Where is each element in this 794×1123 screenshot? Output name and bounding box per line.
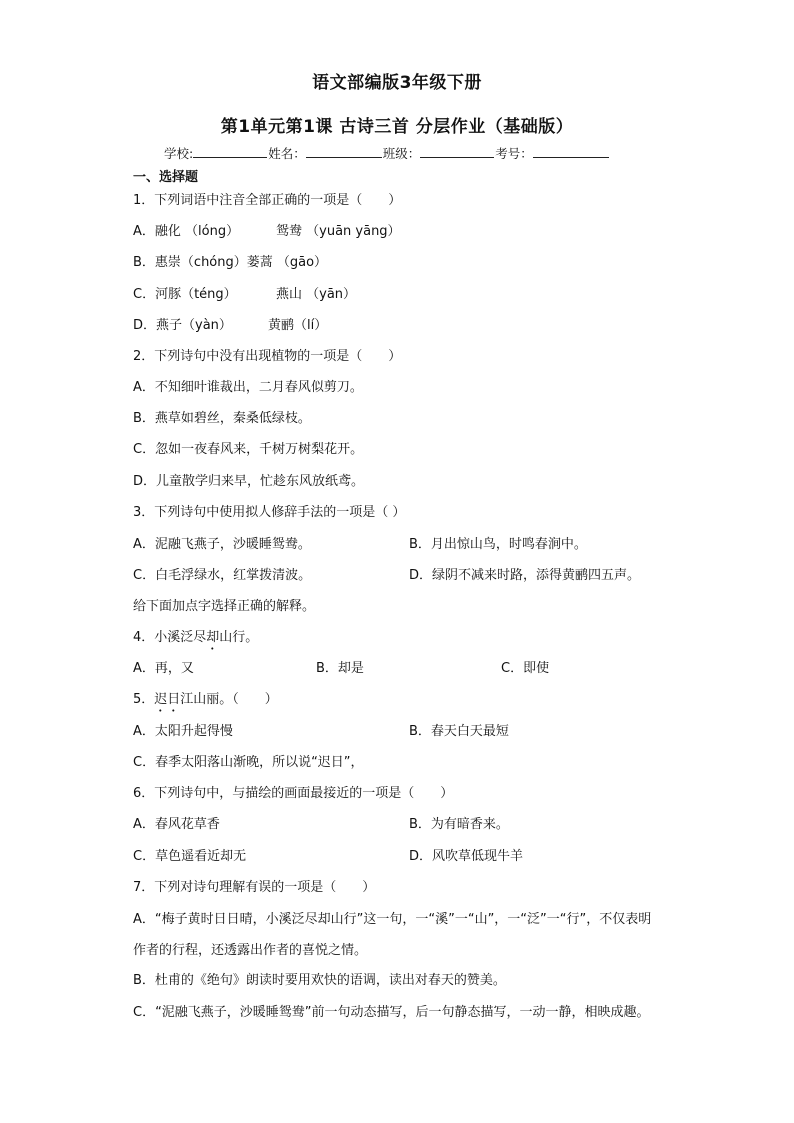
q2-option-a: A．不知细叶谁裁出，二月春风似剪刀。 — [133, 380, 363, 395]
q1-stem: 1．下列词语中注音全部正确的一项是（ ） — [133, 193, 402, 208]
q5-stem-post: 江山丽。（ ） — [180, 692, 278, 707]
q6-stem: 6．下列诗句中，与描绘的画面最接近的一项是（ ） — [133, 786, 454, 801]
school-label: 学校: — [164, 146, 194, 161]
q7-option-b: B．杜甫的《绝句》朗读时要用欢快的语调，读出对春天的赞美。 — [133, 973, 506, 988]
q6-option-b: B．为有暗香来。 — [409, 817, 509, 832]
q1-option-b: B．惠崇（chóng）蒌蒿 （gāo） — [133, 255, 328, 270]
q3-stem: 3．下列诗句中使用拟人修辞手法的一项是（ ） — [133, 505, 406, 520]
q1-option-d: D．燕子（yàn） — [133, 318, 232, 333]
q2-option-d: D．儿童散学归来早，忙趁东风放纸鸢。 — [133, 474, 365, 489]
q1-option-a: A．融化 （lóng） — [133, 224, 240, 239]
q4-option-c: C．即使 — [501, 661, 550, 676]
q5-stem-pre: 5． — [133, 692, 155, 707]
q4-stem-dotted-char: 却 — [206, 630, 220, 645]
school-blank[interactable] — [193, 145, 267, 158]
q3-option-c: C．白毛浮绿水，红掌拨清波。 — [133, 568, 312, 583]
q5-stem — [133, 692, 278, 715]
worksheet-title: 语文部编版3年级下册 — [312, 73, 482, 93]
q4-option-b: B．却是 — [316, 661, 364, 676]
q6-option-d: D．风吹草低现牛羊 — [409, 849, 524, 864]
q5-option-a: A．太阳升起得慢 — [133, 724, 233, 739]
name-label: 姓名： — [268, 146, 306, 161]
q4-stem-pre: 4．小溪泛尽 — [133, 630, 207, 645]
q7-stem: 7．下列对诗句理解有误的一项是（ ） — [133, 880, 376, 895]
q5-option-b: B．春天白天最短 — [409, 724, 509, 739]
q3-option-b: B．月出惊山鸟，时鸣春涧中。 — [409, 537, 587, 552]
q1-option-a-word2: 鸳鸯 （yuān yāng） — [276, 224, 401, 239]
q3-option-a: A．泥融飞燕子，沙暖睡鸳鸯。 — [133, 537, 311, 552]
q6-option-c: C．草色遥看近却无 — [133, 849, 247, 864]
q2-stem: 2．下列诗句中没有出现植物的一项是（ ） — [133, 349, 402, 364]
q4-stem — [133, 630, 258, 653]
q3-option-d: D．绿阴不减来时路，添得黄鹂四五声。 — [409, 568, 641, 583]
q2-option-c: C．忽如一夜春风来，千树万树梨花开。 — [133, 442, 364, 457]
student-info-line — [164, 144, 610, 162]
worksheet-subtitle: 第1单元第1课 古诗三首 分层作业（基础版） — [220, 117, 574, 137]
q6-option-a: A．春风花草香 — [133, 817, 220, 832]
q5-option-c: C．春季太阳落山渐晚，所以说“迟日”， — [133, 755, 364, 770]
section-heading: 一、选择题 — [133, 170, 199, 185]
number-blank[interactable] — [533, 145, 609, 158]
q5-stem-dotted-chars: 迟日 — [154, 692, 181, 707]
q2-option-b: B．燕草如碧丝，秦桑低绿枝。 — [133, 411, 311, 426]
q4-option-a: A．再，又 — [133, 661, 194, 676]
q1-option-c-word2: 燕山 （yān） — [276, 287, 357, 302]
instruction-text: 给下面加点字选择正确的解释。 — [133, 599, 316, 614]
number-label: 考号： — [495, 146, 533, 161]
q1-option-c: C．河豚（téng） — [133, 287, 237, 302]
class-blank[interactable] — [420, 145, 494, 158]
name-blank[interactable] — [306, 145, 382, 158]
class-label: 班级： — [382, 146, 421, 161]
q7-option-c: C．“泥融飞燕子，沙暖睡鸳鸯”前一句动态描写，后一句静态描写，一动一静，相映成趣。 — [133, 1005, 650, 1020]
q7-option-a: A．“梅子黄时日日晴，小溪泛尽却山行”这一句，一“溪”一“山”，一“泛”一“行”，不仅表明作者的行程，还透露出作者的喜悦之情。 — [133, 912, 652, 958]
q4-stem-post: 山行。 — [219, 630, 259, 645]
q1-option-d-word2: 黄鹂（lí） — [268, 318, 328, 333]
